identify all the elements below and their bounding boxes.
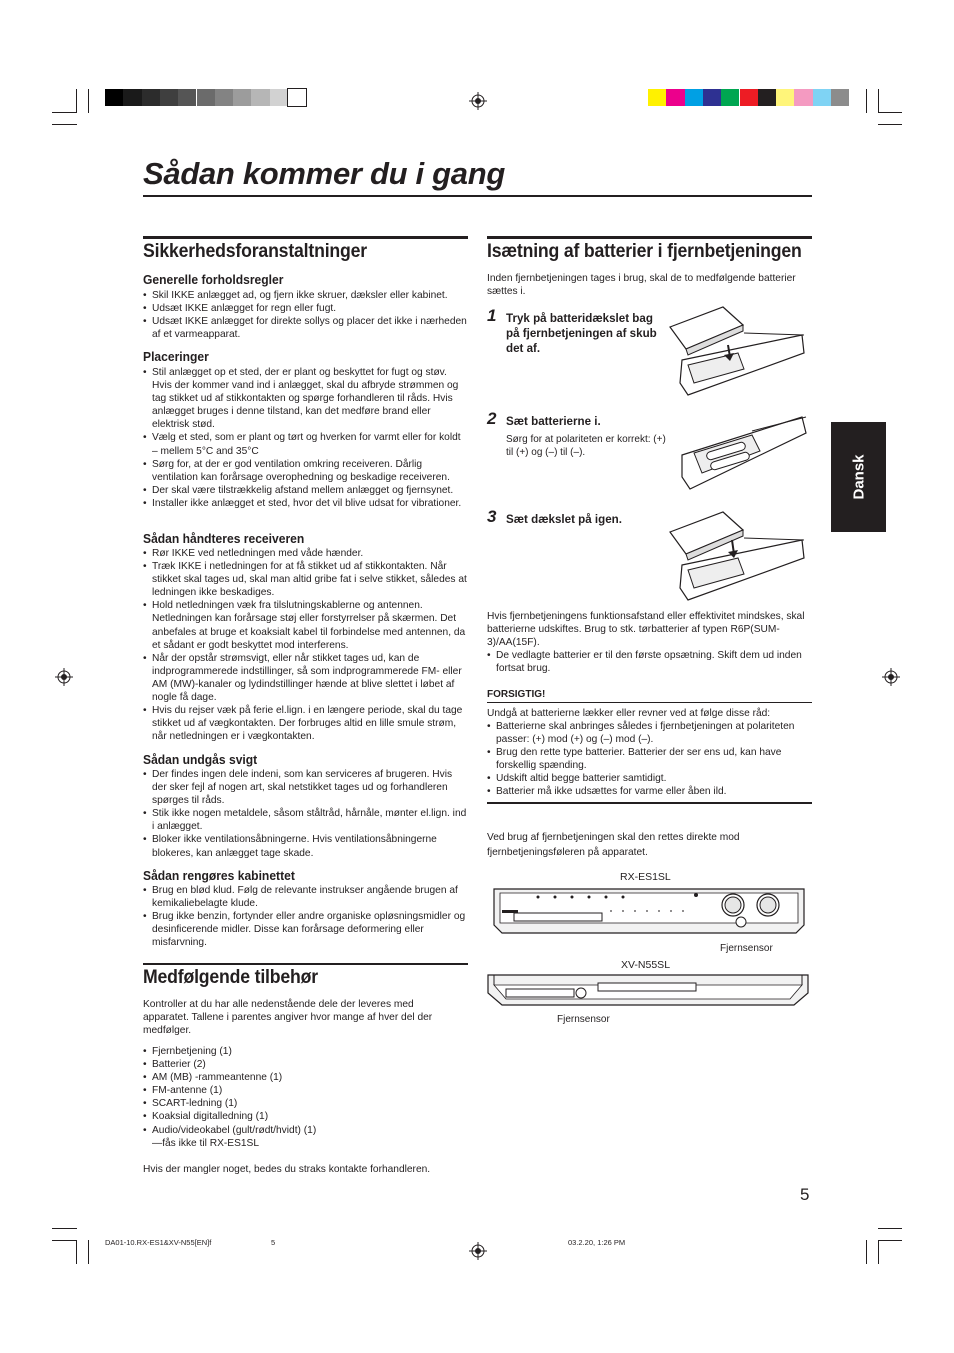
range-bullet-list (487, 649, 812, 675)
title-rule (143, 195, 812, 197)
registration-mark-icon (55, 668, 73, 686)
list-item: • Skil IKKE anlægget ad, og fjern ikke skruer, dæksler eller kabinet. (143, 289, 468, 302)
failure-heading: Sådan undgås svigt (143, 752, 258, 767)
color-swatch (685, 89, 703, 106)
handling-list (143, 547, 468, 743)
list-item: • Brug en blød klud. Følg de relevante instrukser angående brugen af kemikaliebelagte klude. (143, 884, 468, 910)
device-label-dvd: XV-N55SL (621, 959, 671, 971)
range-note: Hvis fjernbetjeningens funktionsafstand eller effektivitet mindskes, skal batterierne udskiftes. Brug to stk. tørbatterier af typen R6P(SUM-3)/AA(15F). (487, 611, 805, 649)
list-item: • Hvis du rejser væk på ferie el.lign. i en længere periode, skal du tage stikket ud af vægkontakten. Der forbruges altid en lille smule strøm, når netledningen er i vægkontakten. (143, 704, 468, 743)
list-item: • Batterier (2) (143, 1058, 468, 1071)
gray-swatch (270, 89, 288, 106)
step-number: 3 (487, 507, 497, 526)
section-rule (143, 963, 468, 965)
caution-list (487, 720, 812, 799)
color-swatch (666, 89, 684, 106)
gray-swatch (123, 89, 141, 106)
list-item: • Vælg et sted, som er plant og tørt og hverken for varmt eller for koldt – mellem 5°C and 35°C (143, 431, 468, 457)
gray-swatch (160, 89, 178, 106)
color-swatch (831, 89, 849, 106)
caution-intro: Undgå at batterierne lækker eller revner ved at følge disse råd: (487, 708, 771, 719)
color-swatch (794, 89, 812, 106)
list-item: • Installer ikke anlægget et sted, hvor det vil blive udsat for vibrationer. (143, 497, 468, 510)
battery-intro: Inden fjernbetjeningen tages i brug, skal de to medfølgende batterier sættes i. (487, 273, 796, 298)
slug-date: 03.2.20, 1:26 PM (568, 1238, 626, 1247)
gray-swatch (251, 89, 269, 106)
sensor-label-dvd: Fjernsensor (557, 1014, 610, 1025)
cleaning-list (143, 884, 468, 949)
registration-mark-icon (469, 1242, 487, 1260)
list-item: • Brug den rette type batterier. Batterier der ser ens ud, kan have forskellig spænding. (487, 746, 812, 772)
step-text: Tryk på batteridækslet bag på fjernbetjeningen af skub det af. (506, 312, 657, 355)
handling-heading: Sådan håndteres receiveren (143, 531, 305, 546)
list-item: • Stik ikke nogen metaldele, såsom ståltråd, hårnåle, mønter el.lign. ind i anlægget. (143, 807, 468, 833)
placement-list (143, 366, 468, 510)
list-item: • Træk IKKE i netledningen for at få stikket ud af stikkontakten. Når stikket skal tages ud, skal man altid gribe fat i selve stikket, således at ledningen ikke beskadiges. (143, 560, 468, 599)
list-item: • SCART-ledning (1) (143, 1097, 468, 1110)
gray-swatch (178, 89, 196, 106)
step-number: 2 (487, 409, 497, 428)
failure-list (143, 768, 468, 860)
remote-cover-replace-illustration (668, 510, 808, 602)
section-rule (487, 236, 812, 239)
list-item: • Stil anlægget op et sted, der er plant og beskyttet for fugt og støv. Hvis der kommer vand ind i anlægget, skal du afbryde strømmen og tag stikket ud af stikkontakten og spørge forhandleren til råds. Hvis anlægget bruges i denne tilstand, kan det medføre brand eller elektrisk stød. (143, 366, 468, 431)
remote-battery-insert-illustration (680, 413, 808, 491)
list-item: • Rør IKKE ved netledningen med våde hænder. (143, 547, 468, 560)
color-swatch (813, 89, 831, 106)
general-heading: Generelle forholdsregler (143, 272, 284, 287)
page-title: Sådan kommer du i gang (143, 156, 506, 191)
dvd-front-illustration (486, 973, 810, 1009)
slug-page: 5 (271, 1238, 276, 1247)
step-number: 1 (487, 306, 497, 325)
general-list (143, 289, 468, 341)
accessories-note: —fås ikke til RX-ES1SL (152, 1138, 260, 1149)
list-item: • Fjernbetjening (1) (143, 1045, 468, 1058)
accessories-list (143, 1045, 468, 1137)
list-item: • Der skal være tilstrækkelig afstand mellem anlægget og fjernsynet. (143, 484, 468, 497)
aim-note-line1: Ved brug af fjernbetjeningen skal den rettes direkte mod (487, 832, 740, 843)
registration-mark-icon (882, 668, 900, 686)
caution-heading: FORSIGTIG! (487, 689, 546, 700)
gray-swatch (288, 89, 306, 106)
list-item: • Udsæt IKKE anlægget for direkte sollys og placer det ikke i nærheden af et varmeapparat. (143, 315, 468, 341)
accessories-footer: Hvis der mangler noget, bedes du straks kontakte forhandleren. (143, 1164, 431, 1175)
gray-swatch (233, 89, 251, 106)
language-tab (831, 422, 886, 532)
gray-swatch (142, 89, 160, 106)
list-item: • AM (MB) -rammeantenne (1) (143, 1071, 468, 1084)
caution-rule (487, 702, 812, 703)
list-item: • Der findes ingen dele indeni, som kan serviceres af brugeren. Hvis der sker fejl af nogen art, skal netstikket tages ud og forhandleren spørges til råds. (143, 768, 468, 807)
gray-swatch (197, 89, 215, 106)
list-item: • Batterierne skal anbringes således i fjernbetjeningen at polariteten passer: (+) mod (+) og (–) mod (–). (487, 720, 812, 746)
accessories-intro: Kontroller at du har alle nedenstående dele der leveres med apparatet. Tallene i parentes angiver hvor mange af hver del der medfølger. (143, 999, 433, 1037)
list-item: • De vedlagte batterier er til den første opsætning. Skift dem ud inden fortsat brug. (487, 649, 812, 675)
registration-mark-icon (469, 92, 487, 110)
color-swatch (740, 89, 758, 106)
battery-heading: Isætning af batterier i fjernbetjeningen (487, 241, 802, 262)
cleaning-heading: Sådan rengøres kabinettet (143, 868, 295, 883)
safety-heading: Sikkerhedsforanstaltninger (143, 241, 367, 262)
remote-cover-removal-illustration (668, 305, 808, 397)
section-rule (143, 236, 468, 239)
step-text: Sæt dækslet på igen. (506, 513, 622, 526)
list-item: • Brug ikke benzin, fortynder eller andre organiske opløsningsmidler og desinficerende midler. Disse kan forårsage deformering eller misfarvning. (143, 910, 468, 949)
color-swatch (721, 89, 739, 106)
list-item: • Sørg for, at der er god ventilation omkring receiveren. Dårlig ventilation kan forårsage overophedning og beskadige receiveren. (143, 458, 468, 484)
list-item: • Udsæt IKKE anlægget for regn eller fugt. (143, 302, 468, 315)
list-item: • Bloker ikke ventilationsåbningerne. Hvis ventilationsåbningerne blokeres, kan anlægget tage skade. (143, 833, 468, 859)
page-number: 5 (800, 1185, 810, 1204)
gray-swatch (105, 89, 123, 106)
receiver-front-illustration (490, 885, 808, 937)
language-tab-label: Dansk (850, 454, 867, 500)
list-item: • Hold netledningen væk fra tilslutningskablerne og antennen. Netledningen kan forårsage støj eller forstyrrelser på skærmen. Det anbefales at bruge et koaksialt kabel til forbindelse med antennen, da et sådant er godt beskyttet mod interferens. (143, 599, 468, 651)
list-item: • FM-antenne (1) (143, 1084, 468, 1097)
gray-swatch (215, 89, 233, 106)
slug-file: DA01-10.RX-ES1&XV-N55[EN]f (105, 1238, 212, 1247)
sensor-label-receiver: Fjernsensor (720, 943, 773, 954)
color-swatch (703, 89, 721, 106)
step-text: Sæt batterierne i. (506, 415, 601, 428)
list-item: • Udskift altid begge batterier samtidigt. (487, 772, 812, 785)
list-item: • Når der opstår strømsvigt, eller når stikket tages ud, kan de indprogrammerede indstillinger, så som indprogrammerede FM- eller AM (MW)-kanaler og lydindstillinger hænde at blive slettet i løbet af nogle få dage. (143, 652, 468, 704)
list-item: • Batterier må ikke udsættes for varme eller åben ild. (487, 785, 812, 798)
color-swatch (648, 89, 666, 106)
color-swatch (776, 89, 794, 106)
step-note: Sørg for at polariteten er korrekt: (+) til (+) og (–) til (–). (506, 434, 666, 458)
accessories-heading: Medfølgende tilbehør (143, 967, 318, 988)
list-item: • Audio/videokabel (gult/rødt/hvidt) (1) (143, 1124, 468, 1137)
list-item: • Koaksial digitalledning (1) (143, 1110, 468, 1123)
placement-heading: Placeringer (143, 349, 209, 364)
aim-note-line2: fjernbetjeningsføleren på apparatet. (487, 847, 648, 858)
color-swatch (758, 89, 776, 106)
caution-end-rule (487, 802, 812, 804)
device-label-receiver: RX-ES1SL (620, 871, 671, 883)
